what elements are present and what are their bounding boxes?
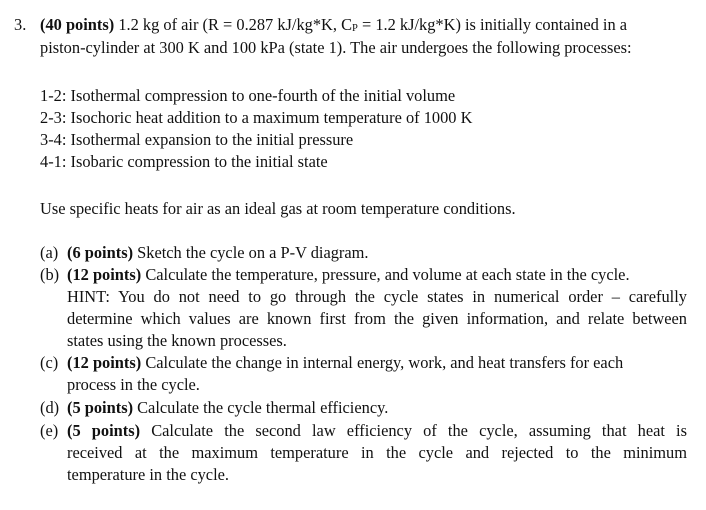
part-a-body: Sketch the cycle on a P-V diagram. [133, 243, 369, 262]
process-item: 3-4: Isothermal expansion to the initial pressure [40, 130, 354, 149]
part-b-line-4: states using the known processes. [67, 331, 287, 350]
part-b-line-2: HINT: You do not need to go through the cycle states in numerical order – carefully [67, 287, 687, 306]
problem-intro-text-b: = 1.2 kJ/kg*K) is initially contained in a [357, 15, 628, 34]
part-c-line-2: process in the cycle. [67, 375, 200, 394]
instruction-text: Use specific heats for air as an ideal gas at room temperature conditions. [40, 199, 516, 218]
part-e-label: (e) [40, 421, 59, 440]
problem-intro-text-a: 1.2 kg of air (R = 0.287 kJ/kg*K, C [114, 15, 353, 34]
part-d-body: Calculate the cycle thermal efficiency. [133, 398, 389, 417]
part-e-points: (5 points) [67, 421, 141, 440]
process-item: 2-3: Isochoric heat addition to a maximum temperature of 1000 K [40, 108, 473, 127]
process-item: 1-2: Isothermal compression to one-fourth of the initial volume [40, 86, 456, 105]
problem-intro-line-1 [40, 15, 627, 38]
process-item: 4-1: Isobaric compression to the initial state [40, 152, 328, 171]
part-b-points: (12 points) [67, 265, 142, 284]
part-e-line-1 [67, 421, 687, 441]
part-e-line-2: received at the maximum temperature in the cycle and rejected to the minimum [67, 443, 687, 462]
part-d-text [67, 398, 388, 418]
part-b-line-3: determine which values are known first from the given information, and relate between [67, 309, 687, 328]
part-b-body: Calculate the temperature, pressure, and volume at each state in the cycle. [141, 265, 630, 284]
cp-subscript: P [352, 23, 358, 34]
part-c-label: (c) [40, 353, 59, 372]
part-a-text [67, 243, 369, 263]
part-c-line-1 [67, 353, 623, 373]
part-c-points: (12 points) [67, 353, 142, 372]
part-b-label: (b) [40, 265, 60, 284]
part-a-label: (a) [40, 243, 59, 262]
part-b-line-1 [67, 265, 630, 285]
part-e-line-3: temperature in the cycle. [67, 465, 230, 484]
part-c-body: Calculate the change in internal energy, work, and heat transfers for each [141, 353, 624, 372]
part-d-label: (d) [40, 398, 60, 417]
problem-number: 3. [14, 15, 27, 34]
part-e-body: Calculate the second law efficiency of the cycle, assuming that heat is [140, 421, 687, 440]
problem-points: (40 points) [40, 15, 115, 34]
part-a-points: (6 points) [67, 243, 134, 262]
problem-intro-line-2: piston-cylinder at 300 K and 100 kPa (state 1). The air undergoes the following processes: [40, 38, 632, 57]
part-d-points: (5 points) [67, 398, 134, 417]
